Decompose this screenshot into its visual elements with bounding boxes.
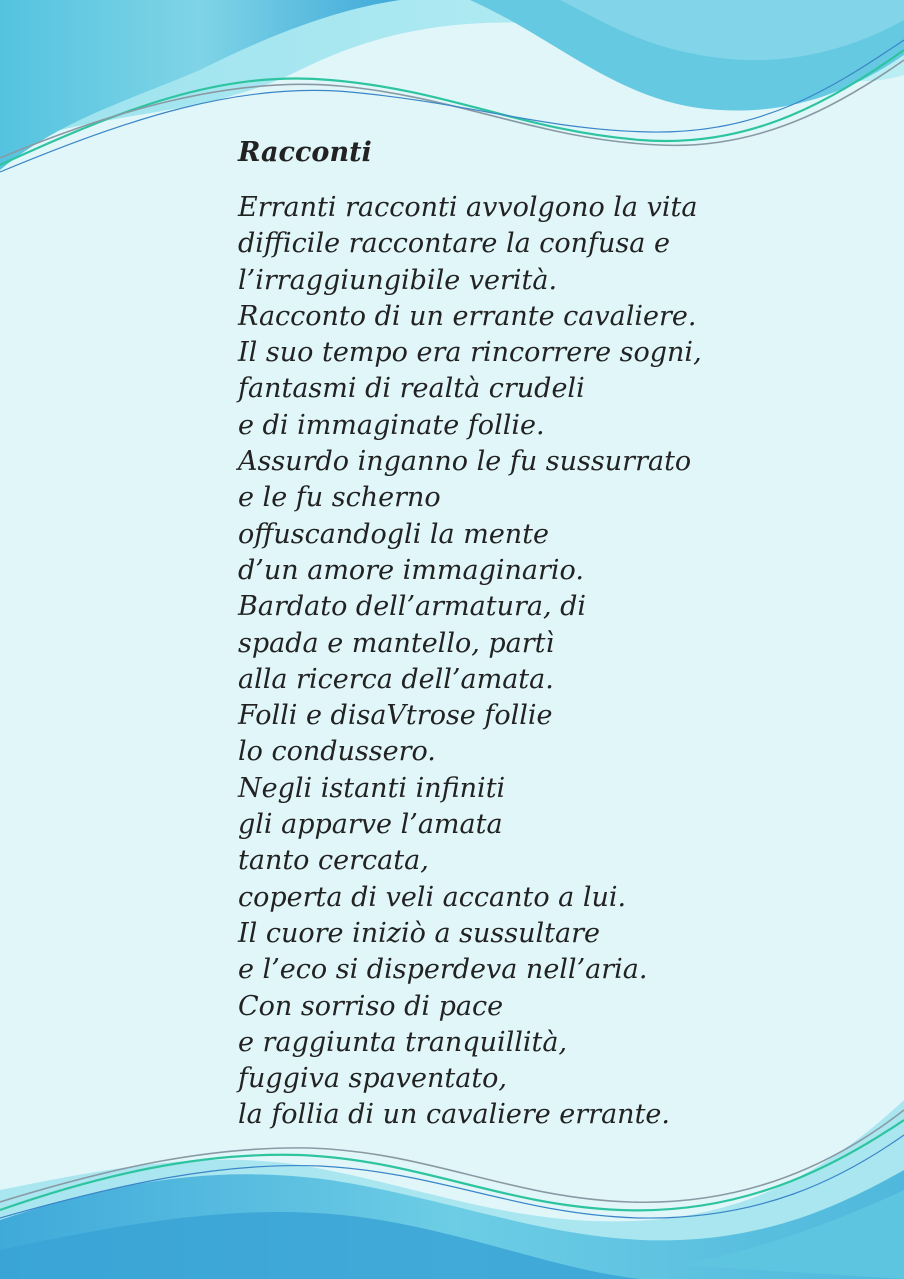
poem-line: d’un amore immaginario. (238, 554, 584, 586)
poem-line: fuggiva spaventato, (238, 1063, 508, 1095)
poem-line: spada e mantello, partì (238, 627, 555, 659)
poem-line: alla ricerca dell’amata. (238, 663, 554, 695)
poem-line: Racconto di un errante cavaliere. (238, 300, 697, 332)
poem-line: e raggiunta tranquillità, (238, 1026, 568, 1058)
poem-line: Con sorriso di pace (238, 990, 504, 1022)
poem-line: Folli e disaVtrose follie (238, 700, 553, 732)
poem-line: l’irraggiungibile verità. (238, 264, 558, 296)
poem-line: difficile raccontare la confusa e (238, 228, 670, 260)
poem-line: e di immaginate follie. (238, 409, 545, 441)
poem-line: la follia di un cavaliere errante. (238, 1099, 670, 1131)
poem-title: Racconti (238, 137, 372, 168)
poem-line: Il cuore iniziò a sussultare (238, 917, 600, 949)
poem-line: tanto cercata, (238, 845, 429, 877)
poem (238, 134, 858, 1134)
poem-line: Il suo tempo era rincorrere sogni, (238, 337, 702, 369)
poem-line: Bardato dell’armatura, di (238, 591, 587, 623)
poem-line: coperta di veli accanto a lui. (238, 881, 627, 913)
poem-line: fantasmi di realtà crudeli (238, 373, 585, 405)
poem-line: gli apparve l’amata (238, 809, 503, 841)
poem-line: e le fu scherno (238, 482, 441, 514)
poem-line: lo condussero. (238, 736, 436, 768)
poem-line: Erranti racconti avvolgono la vita (238, 192, 698, 223)
poem-line: Assurdo inganno le fu sussurrato (238, 446, 692, 478)
poem-body (238, 190, 858, 1134)
poem-line: e l’eco si disperdeva nell’aria. (238, 954, 648, 986)
poem-line: offuscandogli la mente (238, 518, 550, 550)
poem-line: Negli istanti infiniti (238, 772, 506, 804)
